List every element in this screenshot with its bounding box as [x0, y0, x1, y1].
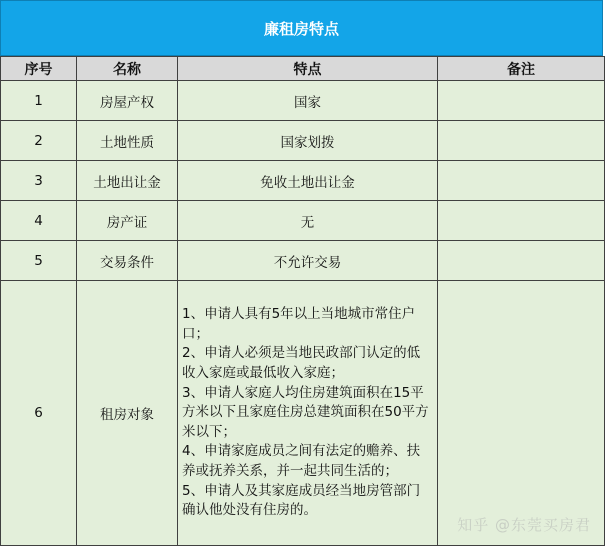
cell-name: 租房对象 — [77, 281, 178, 546]
cell-feature: 国家 — [178, 81, 438, 121]
cell-name: 土地性质 — [77, 121, 178, 161]
cell-feature: 无 — [178, 201, 438, 241]
cell-serial: 3 — [1, 161, 77, 201]
cell-note — [438, 281, 605, 546]
cell-feature: 国家划拨 — [178, 121, 438, 161]
feature-line: 5、申请人及其家庭成员经当地房管部门确认他处没有住房的。 — [182, 482, 421, 519]
cell-feature: 免收土地出让金 — [178, 161, 438, 201]
feature-line: 3、申请人家庭人均住房建筑面积在15平方米以下且家庭住房总建筑面积在50平方米以下； — [182, 384, 429, 440]
watermark: 知乎 @东莞买房君 — [457, 516, 591, 534]
header-row — [1, 57, 605, 81]
data-grid — [0, 56, 605, 546]
cell-note — [438, 121, 605, 161]
header-note: 备注 — [438, 57, 605, 81]
table-row — [1, 121, 605, 161]
cell-note — [438, 81, 605, 121]
cell-feature-list — [178, 281, 438, 546]
cell-name: 房产证 — [77, 201, 178, 241]
cell-name: 房屋产权 — [77, 81, 178, 121]
cell-serial: 6 — [1, 281, 77, 546]
cell-serial: 1 — [1, 81, 77, 121]
feature-line: 1、申请人具有5年以上当地城市常住户口； — [182, 306, 416, 342]
cell-note — [438, 201, 605, 241]
table-row — [1, 81, 605, 121]
cell-note — [438, 161, 605, 201]
cell-serial: 5 — [1, 241, 77, 281]
table-row — [1, 161, 605, 201]
header-feature: 特点 — [178, 57, 438, 81]
feature-line: 4、申请家庭成员之间有法定的赡养、扶养或抚养关系，并一起共同生活的； — [182, 443, 421, 479]
cell-note — [438, 241, 605, 281]
feature-line: 2、申请人必须是当地民政部门认定的低收入家庭或最低收入家庭； — [182, 345, 421, 382]
table-title: 廉租房特点 — [0, 0, 603, 56]
table-row — [1, 241, 605, 281]
cell-serial: 4 — [1, 201, 77, 241]
table-row — [1, 281, 605, 546]
header-name: 名称 — [77, 57, 178, 81]
table-row — [1, 201, 605, 241]
cell-name: 土地出让金 — [77, 161, 178, 201]
cell-name: 交易条件 — [77, 241, 178, 281]
cell-feature: 不允许交易 — [178, 241, 438, 281]
cell-serial: 2 — [1, 121, 77, 161]
header-serial: 序号 — [1, 57, 77, 81]
